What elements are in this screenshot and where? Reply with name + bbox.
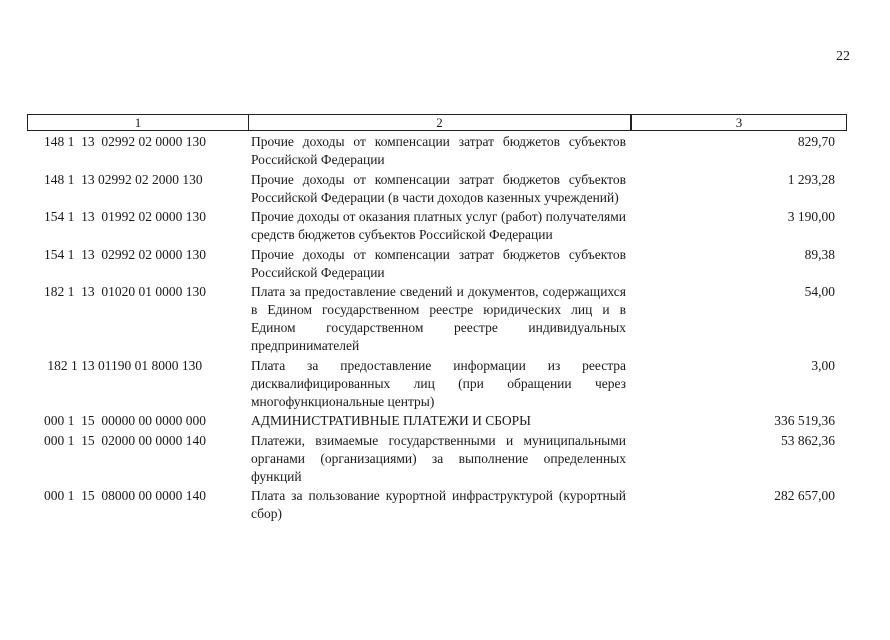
header-cell-3: 3 (631, 114, 847, 131)
income-description: Прочие доходы от компенсации затрат бюджетов субъектов Российской Федерации (251, 134, 626, 167)
table-row (27, 487, 847, 523)
amount: 336 519,36 (774, 413, 835, 428)
table-row (27, 357, 847, 411)
amount: 3 190,00 (787, 209, 835, 224)
amount: 829,70 (797, 134, 835, 149)
income-description: Платежи, взимаемые государственными и муниципальными органами (организациями) за выполнение определенных функций (251, 432, 626, 484)
amount: 54,00 (804, 284, 835, 299)
amount: 3,00 (811, 357, 835, 373)
budget-code: 000 1 15 00000 00 0000 000 (44, 413, 206, 428)
amount: 1 293,28 (787, 171, 835, 187)
income-description: Прочие доходы от компенсации затрат бюджетов субъектов Российской Федерации (251, 246, 626, 280)
budget-code: 182 1 13 01020 01 0000 130 (44, 284, 206, 299)
budget-code: 000 1 15 08000 00 0000 140 (44, 488, 206, 503)
table-row (27, 432, 847, 486)
income-description: Прочие доходы от компенсации затрат бюджетов субъектов Российской Федерации (в части доходов казенных учреждений) (251, 171, 626, 205)
table-header (27, 114, 847, 131)
budget-code: 000 1 15 02000 00 0000 140 (44, 432, 206, 448)
income-description: Прочие доходы от оказания платных услуг (работ) получателями средств бюджетов субъектов Российской Федерации (251, 209, 626, 242)
budget-code: 154 1 13 02992 02 0000 130 (44, 246, 206, 262)
budget-code: 182 1 13 01190 01 8000 130 (44, 357, 203, 373)
table-row (27, 133, 847, 169)
table-body (27, 133, 847, 525)
table-row (27, 246, 847, 282)
table-row (27, 208, 847, 244)
income-description: Плата за пользование курортной инфраструктурой (курортный сбор) (251, 488, 626, 521)
budget-code: 148 1 13 02992 02 0000 130 (44, 134, 206, 149)
amount: 53 862,36 (781, 432, 835, 448)
budget-code: 154 1 13 01992 02 0000 130 (44, 209, 206, 224)
income-description: Плата за предоставление информации из реестра дисквалифицированных лиц (при обращении через многофункциональные центры) (251, 357, 626, 409)
amount: 282 657,00 (774, 488, 835, 503)
income-description: АДМИНИСТРАТИВНЫЕ ПЛАТЕЖИ И СБОРЫ (251, 413, 531, 428)
table-row (27, 283, 847, 355)
table-row (27, 412, 847, 430)
page-number: 22 (836, 49, 850, 64)
amount: 89,38 (804, 246, 835, 262)
table-row (27, 171, 847, 207)
header-cell-2: 2 (248, 114, 631, 131)
header-cell-1: 1 (27, 114, 249, 131)
budget-code: 148 1 13 02992 02 2000 130 (44, 171, 203, 187)
income-description: Плата за предоставление сведений и документов, содержащихся в Едином государственном реестре юридических лиц и в Едином государственном реестре индивидуальных предпринимателей (251, 284, 626, 353)
